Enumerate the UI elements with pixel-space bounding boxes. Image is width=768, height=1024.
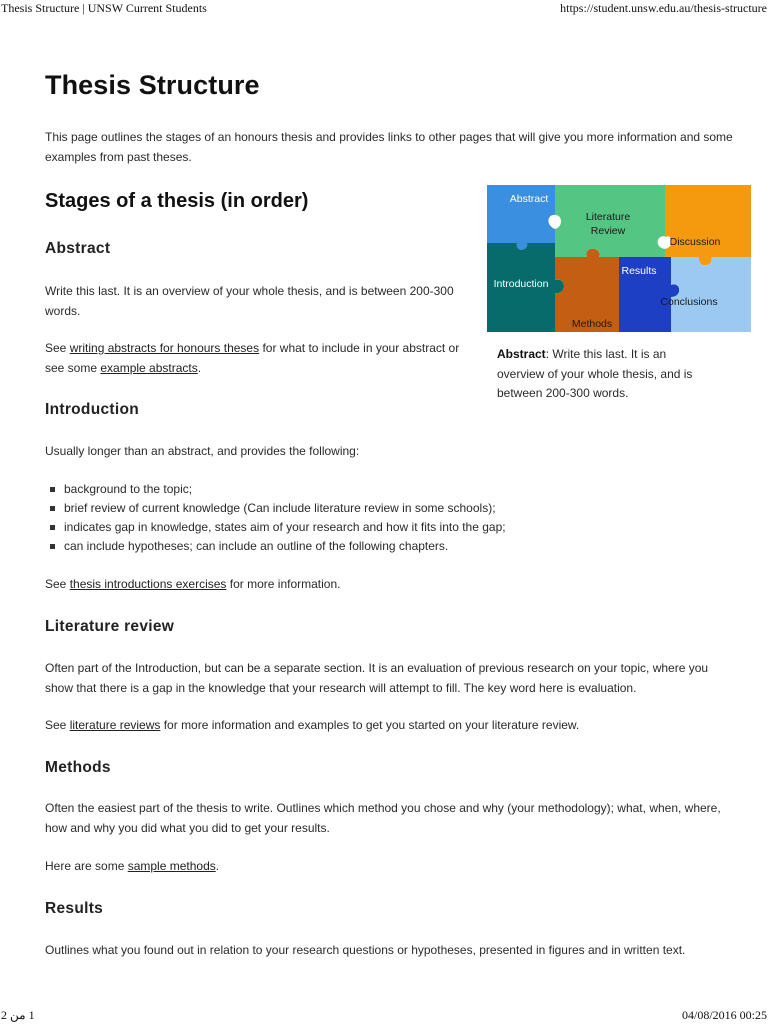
heading-literature-review: Literature review [45,618,175,635]
heading-abstract: Abstract [45,240,111,257]
heading-methods: Methods [45,759,111,776]
link-example-abstracts[interactable]: example abstracts [100,360,198,375]
text-mid: for what to include in your abstract or see some [45,341,460,375]
text-here: Here are some [45,859,128,873]
intro-paragraph: This page outlines the stages of an honours thesis and provides links to other pages that will give you more information and some examples from past theses. [45,130,733,164]
abstract-links-paragraph [45,339,475,378]
list-item: indicates gap in knowledge, states aim of your research and how it fits into the gap; [45,518,506,537]
heading-results: Results [45,900,104,917]
link-literature-reviews[interactable]: literature reviews [69,718,161,732]
puzzle-piece-conclusions [671,257,751,332]
print-footer-page: 1 من 2 [1,1008,35,1022]
list-item: can include hypotheses; can include an outline of the following chapters. [45,537,506,556]
puzzle-graphic [487,185,751,332]
label-introduction: Introduction [493,278,549,290]
text-see: See [45,341,70,355]
print-footer-datetime: 04/08/2016 00:25 [681,1008,767,1022]
text-post: . [197,360,202,375]
label-abstract: Abstract [509,193,549,205]
text-post: . [215,859,220,873]
text-post: for more information and examples to get you started on your literature review. [160,718,580,732]
abstract-paragraph: Write this last. It is an overview of your whole thesis, and is between 200-300 words. [45,284,454,318]
print-header-title: Thesis Structure | UNSW Current Students [1,1,207,15]
heading-introduction: Introduction [45,401,139,418]
text-see: See [45,577,70,591]
link-sample-methods[interactable]: sample methods [127,859,216,873]
introduction-list [45,480,506,556]
puzzle-piece-discussion [665,185,751,265]
text-post: for more information. [226,577,341,591]
link-writing-abstracts[interactable]: writing abstracts for honours theses [69,341,260,355]
link-thesis-introductions[interactable]: thesis introductions exercises [69,577,227,591]
label-results: Results [621,265,657,277]
label-review: Review [590,225,626,237]
literature-review-links-paragraph [45,716,735,736]
results-paragraph: Outlines what you found out in relation to your research questions or hypotheses, presented in figures and in written text. [45,943,686,957]
literature-review-paragraph: Often part of the Introduction, but can be a separate section. It is an evaluation of previous research on your topic, where you show that there is a gap in the knowledge that your research will attempt to fill. The key word here is evaluation. [45,661,709,695]
caption-bold: Abstract [497,347,546,361]
introduction-paragraph: Usually longer than an abstract, and provides the following: [45,444,360,458]
text-see: See [45,718,70,732]
print-header-url: https://student.unsw.edu.au/thesis-structure [560,1,767,15]
list-item: background to the topic; [45,480,506,499]
introduction-links-paragraph [45,575,725,595]
page-title: Thesis Structure [45,70,260,100]
print-header [0,1,768,15]
list-item: brief review of current knowledge (Can include literature review in some schools); [45,499,506,518]
stages-heading: Stages of a thesis (in order) [45,190,309,212]
print-footer [0,1008,768,1022]
label-discussion: Discussion [669,236,721,248]
label-methods: Methods [571,318,613,330]
thesis-puzzle-figure [487,185,751,332]
methods-paragraph: Often the easiest part of the thesis to write. Outlines which method you chose and why (your methodology); what, when, where, how and why you did what you did to get your results. [45,801,721,835]
caption-text: : Write this last. It is an overview of your whole thesis, and is between 200-300 words. [497,347,693,400]
figure-caption [497,345,712,404]
methods-links-paragraph [45,857,735,877]
label-conclusions: Conclusions [660,296,718,308]
label-literature: Literature [585,211,631,223]
